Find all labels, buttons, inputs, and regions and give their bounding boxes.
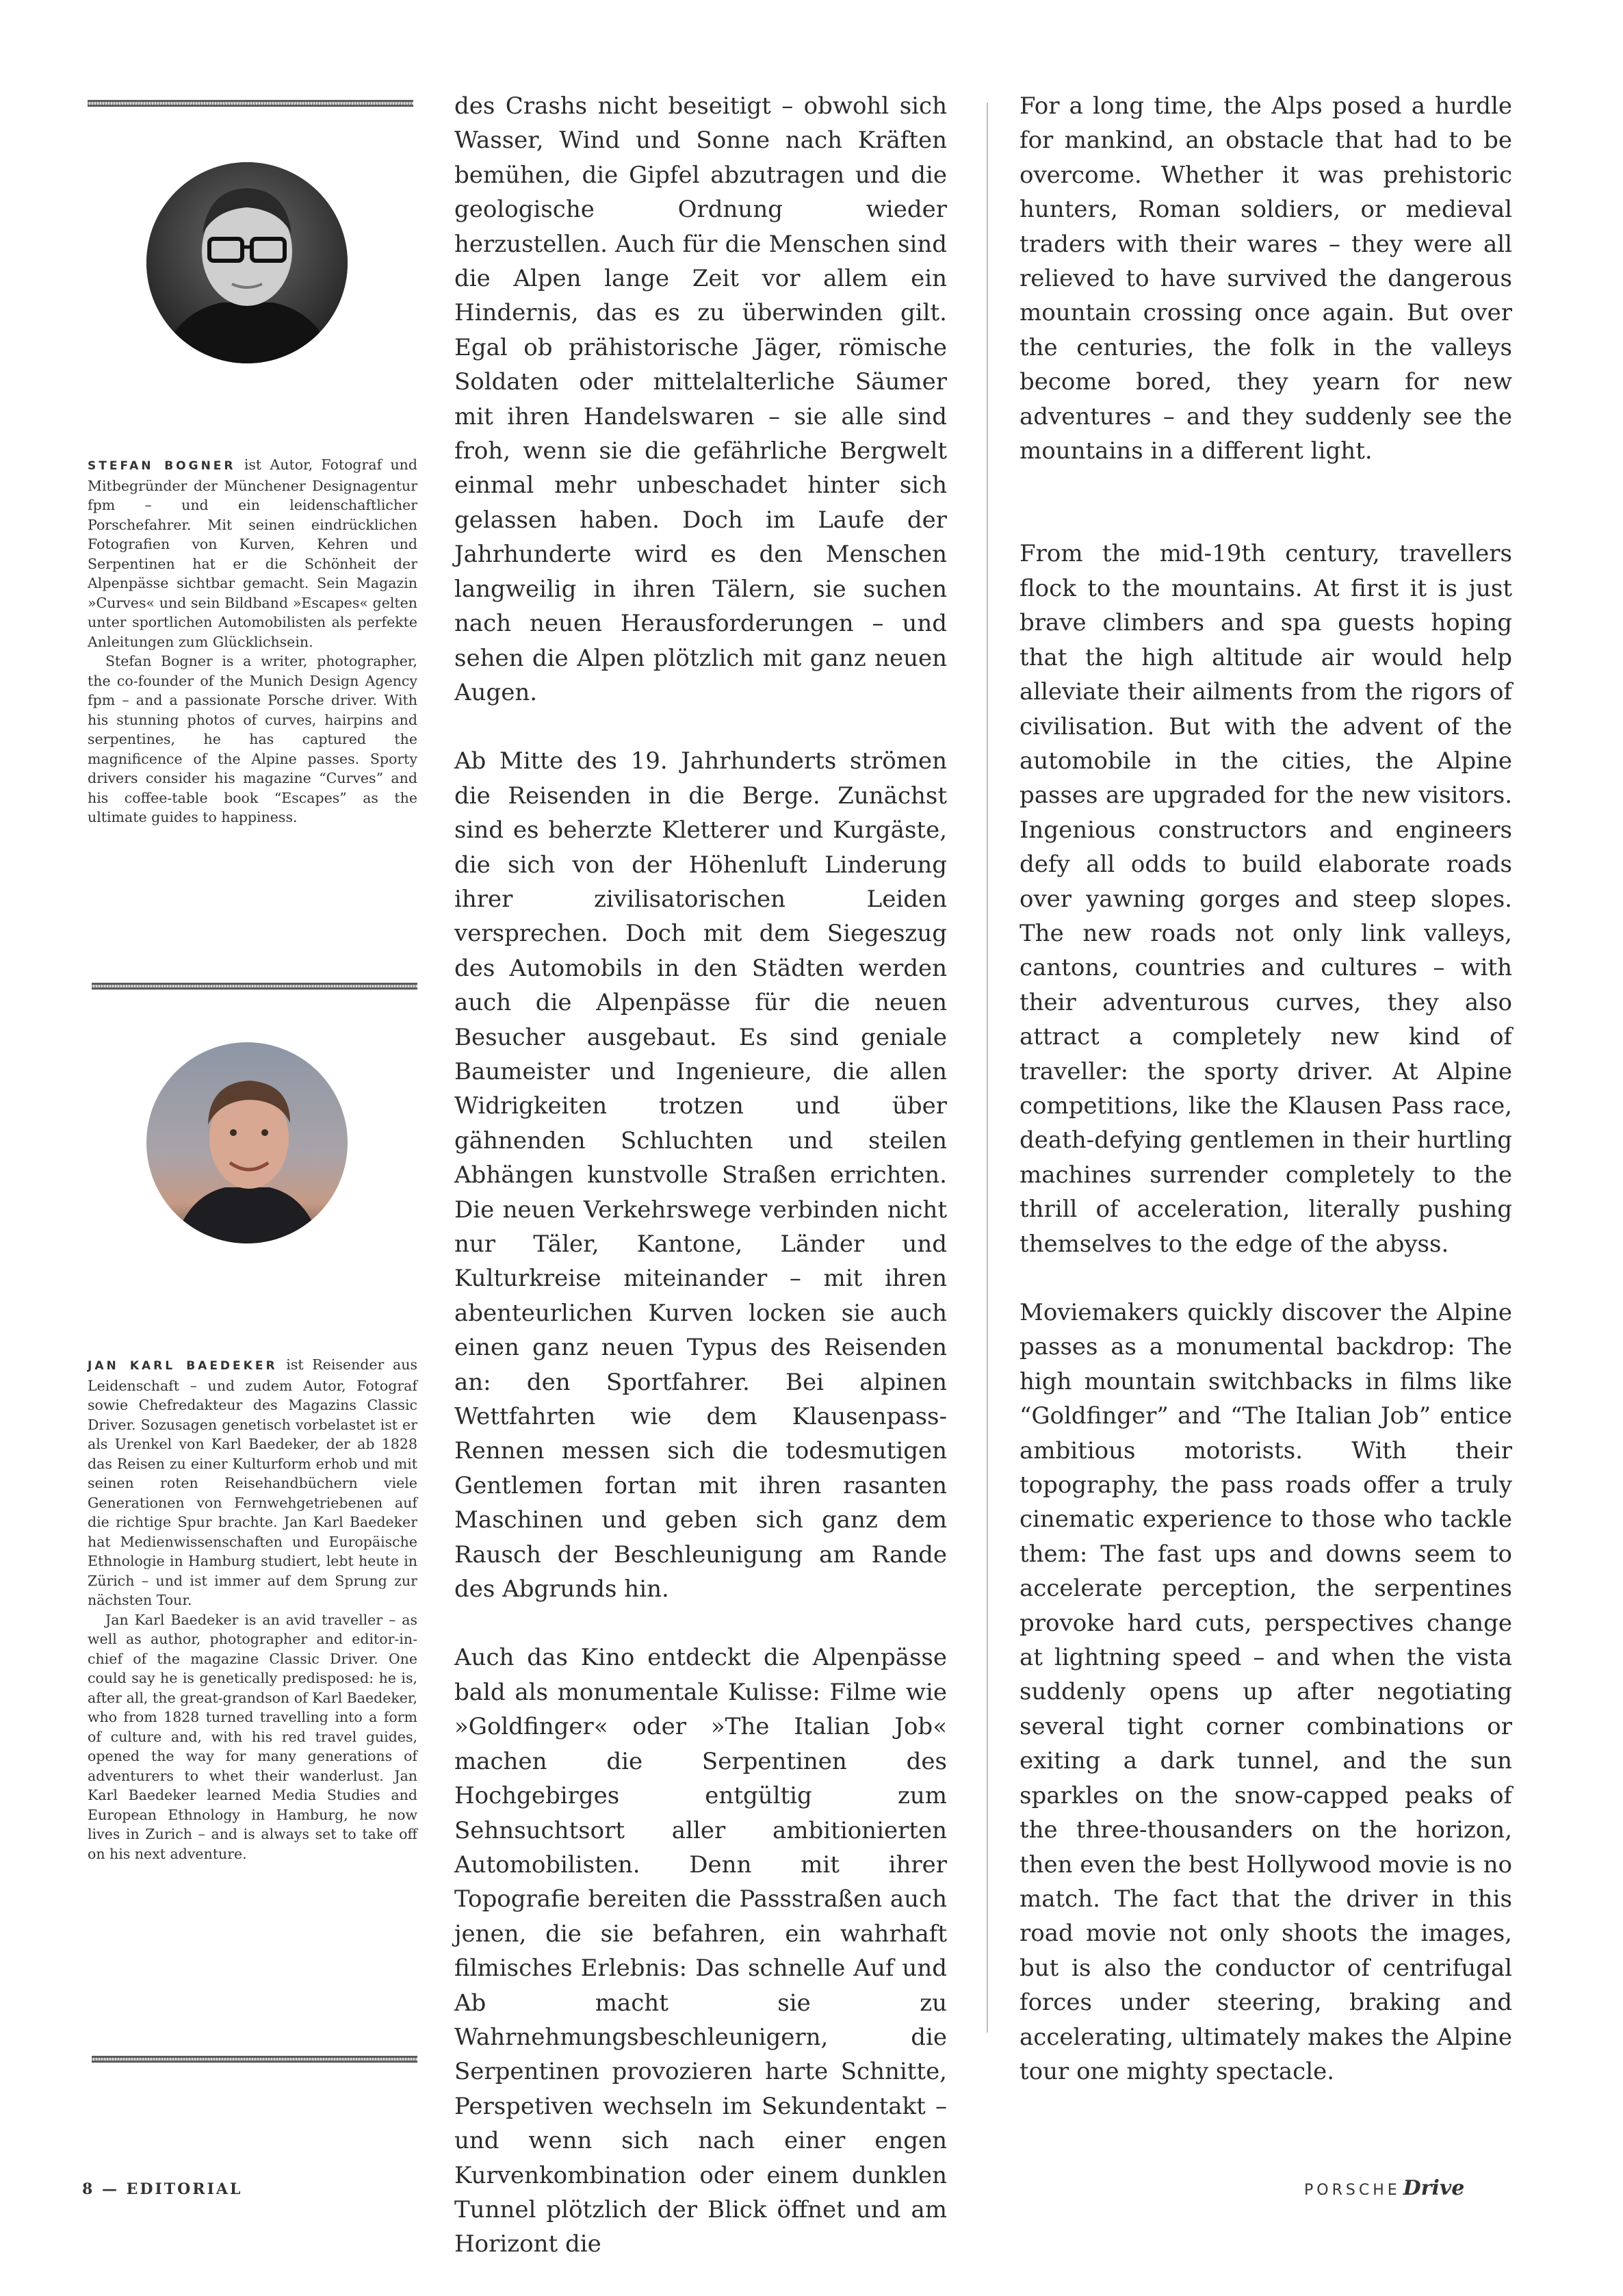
article-paragraph-en-2: From the mid-19th century, travellers flock to the mountains. At first it is just brave climbers and spa guests hoping that the high altitude air would help alleviate their ailments from the rigors of civilisation. But with the advent of the automobile in the cities, the Alpine passes are upgraded for the new visitors. Ingenious constructors and engineers defy all odds to build elaborate roads over yawning gorges and steep slopes. The new roads not only link valleys, cantons, countries and cultures – with their adventurous curves, they also attract a completely new kind of traveller: the sporty driver. At Alpine competitions, like the Klausen Pass race, death-defying gentlemen in their hurtling machines surrender completely to the thrill of acceleration, literally pushing themselves to the edge of the abyss. xyxy=(1020,540,1512,1258)
author-name: STEFAN BOGNER xyxy=(88,459,236,473)
bio-text-de: ist Autor, Fotograf und Mitbegründer der Münchener Designagentur fpm – und ein leidenschaftlicher Porschefahrer. Mit seinen eindrücklichen Fotografien von Kurven, Kehren und Serpentinen hat er die Schönheit der Alpenpässe sichtbar gemacht. Sein Magazin »Curves« und sein Bildband »Escapes« gelten unter sportlichen Automobilisten als perfekte Anleitungen zum Glücklichsein. xyxy=(88,456,417,650)
sidebar-rule-middle xyxy=(92,983,417,990)
article-paragraph-en-1: For a long time, the Alps posed a hurdle for mankind, an obstacle that had to be overcome. Whether it was prehistoric hunters, Roman soldiers, or medieval traders with their wares – they were all relieved to have survived the dangerous mountain crossing once again. But over the centuries, the folk in the valleys become bored, they yearn for new adventures – and they suddenly see the mountains in a different light. xyxy=(1020,92,1512,465)
magazine-brand: PORSCHE xyxy=(1304,2182,1401,2199)
article-column-german xyxy=(454,89,947,2296)
article-paragraph-de-3: Auch das Kino entdeckt die Alpenpässe bald als monumentale Kulisse: Filme wie »Goldfinger« oder »The Italian Job« machen die Serpentinen des Hochgebirges entgültig zum Sehnsuchtsort aller ambitionierten Automobilisten. Denn mit ihrer Topografie bereiten die Passstraßen auch jenen, die sie befahren, ein wahrhaft filmisches Erlebnis: Das schnelle Auf und Ab macht sie zu Wahrnehmungsbeschleunigern, die Serpentinen provozieren harte Schnitte, Perspetiven wechseln im Sekundentakt – und wenn sich nach einer engen Kurvenkombination oder einem dunklen Tunnel plötzlich der Blick öffnet und am Horizont die xyxy=(454,1644,947,2258)
column-divider xyxy=(987,103,988,2033)
bio-paragraph-de xyxy=(88,1355,417,1610)
article-column-english xyxy=(1020,89,1512,2123)
bio-text-de: ist Reisender aus Leidenschaft – und zudem Autor, Fotograf sowie Chefredakteur des Magazins Classic Driver. Sozusagen genetisch vorbelastet ist er als Urenkel von Karl Baedeker, der ab 1828 das Reisen zu einer Kulturform erhob und mit seinen roten Reisehandbüchern viele Generationen von Fernwehgetriebenen auf die richtige Spur brachte. Jan Karl Baedeker hat Medienwissenschaften und Europäische Ethnologie in Hamburg studiert, lebt heute in Zürich – und ist immer auf dem Sprung zur nächsten Tour. xyxy=(88,1356,417,1608)
bio-text-en: Jan Karl Baedeker is an avid traveller – as well as author, photographer and editor-in-chief of the magazine Classic Driver. One could say he is genetically predisposed: he is, after all, the great-grandson of Karl Baedeker, who from 1828 turned travelling into a form of culture and, with his red travel guides, opened the way for many generations of adventurers to whet their wanderlust. Jan Karl Baedeker learned Media Studies and European Ethnology in Hamburg, he now lives in Zurich – and is always set to take off on his next adventure. xyxy=(88,1611,417,1862)
bio-paragraph-de xyxy=(88,455,417,652)
page-number-section-label: 8 — EDITORIAL xyxy=(82,2180,243,2198)
author-bio-jan-karl-baedeker xyxy=(88,1355,417,1863)
author-bio-stefan-bogner xyxy=(88,455,417,827)
bio-text-en: Stefan Bogner is a writer, photographer, the co-founder of the Munich Design Agency fpm – and a passionate Porsche driver. With his stunning photos of curves, hairpins and serpentines, he has captured the magnificence of the Alpine passes. Sporty drivers consider his magazine “Curves” and his coffee-table book “Escapes” as the ultimate guides to happiness. xyxy=(88,653,417,825)
author-portrait-stefan-bogner xyxy=(146,162,348,363)
article-paragraph-en-3: Moviemakers quickly discover the Alpine passes as a monumental backdrop: The high mountain switchbacks in films like “Goldfinger” and “The Italian Job” entice ambitious motorists. With their topography, the pass roads offer a truly cinematic experience to those who tackle them: The fast ups and downs seem to accelerate perception, the serpentines provoke hard cuts, perspectives change at lightning speed – and when the vista suddenly opens up after negotiating several tight corner combinations or exiting a dark tunnel, and the sun sparkles on the snow-capped peaks of the three-thousanders on the horizon, then even the best Hollywood movie is no match. The fact that the driver in this road movie not only shoots the images, but is also the conductor of centrifugal forces under steering, braking and accelerating, ultimately makes the Alpine tour one mighty spectacle. xyxy=(1020,1299,1512,2085)
article-paragraph-de-1: des Crashs nicht beseitigt – obwohl sich Wasser, Wind und Sonne nach Kräften bemühen, die Gipfel abzutragen und die geologische Ordnung wieder herzustellen. Auch für die Menschen sind die Alpen lange Zeit vor allem ein Hindernis, das es zu überwinden gilt. Egal ob prähistorische Jäger, römische Soldaten oder mittelalterliche Säumer mit ihren Handelswaren – sie alle sind froh, wenn sie die gefährliche Bergwelt einmal mehr unbeschadet hinter sich gelassen haben. Doch im Laufe der Jahrhunderte wird es den Menschen langweilig in ihren Tälern, sie suchen nach neuen Herausforderungen – und sehen die Alpen plötzlich mit ganz neuen Augen. xyxy=(454,92,947,706)
sidebar-rule-top xyxy=(88,100,413,107)
article-paragraph-de-2: Ab Mitte des 19. Jahrhunderts strömen die Reisenden in die Berge. Zunächst sind es beherzte Kletterer und Kurgäste, die sich von der Höhenluft Linderung ihrer zivilisatorischen Leiden versprechen. Doch mit dem Siegeszug des Automobils in den Städten werden auch die Alpenpässe für die neuen Besucher ausgebaut. Es sind geniale Baumeister und Ingenieure, die allen Widrigkeiten trotzen und über gähnenden Schluchten und steilen Abhängen kunstvolle Straßen errichten. Die neuen Verkehrswege verbinden nicht nur Täler, Kantone, Länder und Kulturkreise miteinander – mit ihren abenteurlichen Kurven locken sie auch einen ganz neuen Typus des Reisenden an: den Sportfahrer. Bei alpinen Wettfahrten wie dem Klausenpass-Rennen messen sich die todesmutigen Gentlemen fortan mit ihren rasanten Maschinen und geben sich ganz dem Rausch der Beschleunigung am Rande des Abgrunds hin. xyxy=(454,747,947,1603)
magazine-brand-script: Drive xyxy=(1403,2176,1465,2200)
sidebar-rule-bottom xyxy=(92,2056,417,2063)
author-portrait-jan-karl-baedeker xyxy=(146,1042,348,1243)
author-name: JAN KARL BAEDEKER xyxy=(88,1359,278,1373)
magazine-logo xyxy=(1304,2176,1464,2200)
